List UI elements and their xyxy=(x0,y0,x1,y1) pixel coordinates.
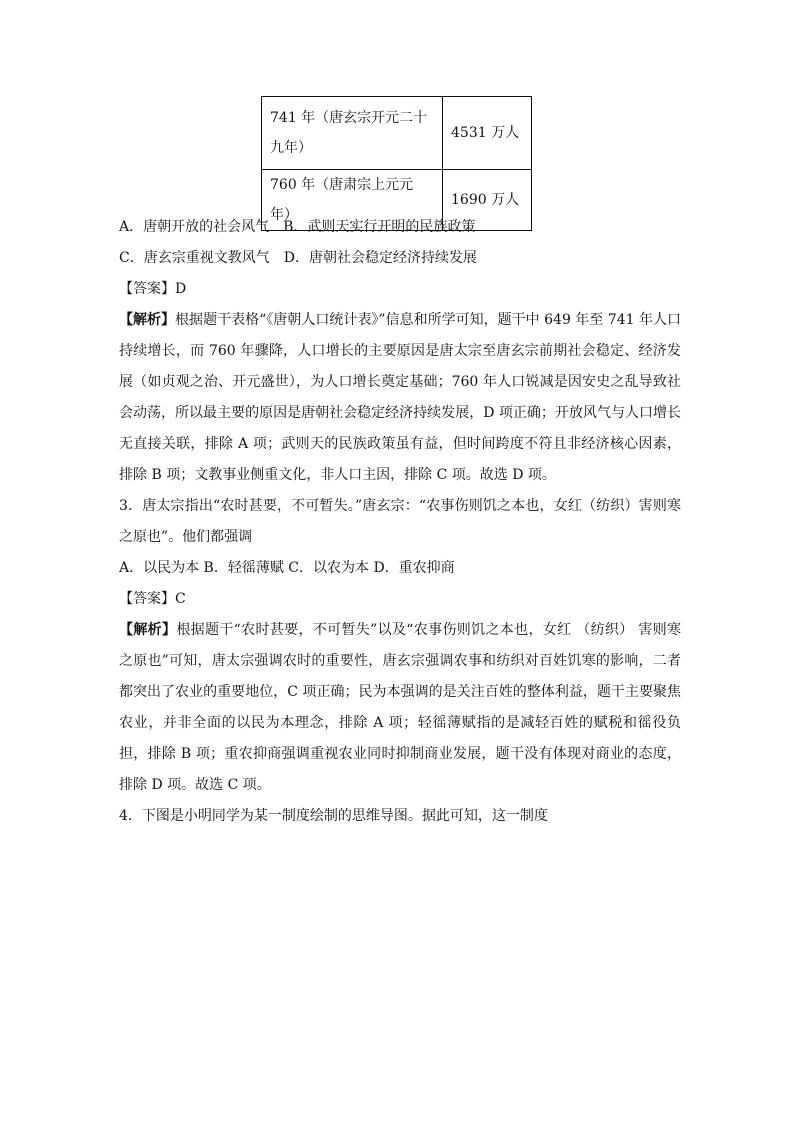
q3-answer xyxy=(119,584,681,615)
analysis-text: 根据题干“农时甚要，不可暂失”以及“农事伤则饥之本也，女红 （纺织） 害则寒之原也”可知，唐太宗强调农时的重要性，唐玄宗强调农事和纺织对百姓饥寒的影响，二者都突出了农业的重要地位，C 项正确；民为本强调的是关注百姓的整体利益，题干主要聚焦农业，并非全面的以民为本理念，排除 A 项；轻徭薄赋指的是减轻百姓的赋税和徭役负担，排除 B 项；重农抑商强调重视农业同时抑制商业发展，题干没有体现对商业的态度，排除 D 项。故选 C 项。 xyxy=(119,622,682,793)
population-cell: 4531 万人 xyxy=(443,97,532,170)
option-b: B．武则天实行开明的民族政策 xyxy=(283,219,476,235)
answer-value: D xyxy=(175,281,187,297)
population-table xyxy=(261,96,532,231)
population-cell: 1690 万人 xyxy=(443,170,532,231)
analysis-label: 【解析】 xyxy=(119,622,177,638)
question-content xyxy=(119,212,681,832)
option-d: D．唐朝社会稳定经济持续发展 xyxy=(283,250,477,266)
q2-analysis xyxy=(119,305,681,491)
table-row xyxy=(262,97,532,170)
analysis-text: 根据题干表格“《唐朝人口统计表》”信息和所学可知，题干中 649 年至 741 年人口持续增长，而 760 年骤降，人口增长的主要原因是唐太宗至唐玄宗前期社会稳定、经济发展（如贞观之治、开元盛世），为人口增长奠定基础；760 年人口锐减是因安史之乱导致社会动荡，所以最主要的原因是唐朝社会稳定经济持续发展，D 项正确；开放风气与人口增长无直接关联，排除 A 项；武则天的民族政策虽有益，但时间跨度不符且非经济核心因素，排除 B 项；文教事业侧重文化，非人口主因，排除 C 项。故选 D 项。 xyxy=(119,312,681,483)
answer-label: 【答案】 xyxy=(119,281,175,297)
answer-label: 【答案】 xyxy=(119,591,175,607)
q3-analysis xyxy=(119,615,681,801)
q2-answer xyxy=(119,274,681,305)
answer-value: C xyxy=(175,591,186,607)
q2-options-line-2 xyxy=(119,243,681,274)
analysis-label: 【解析】 xyxy=(119,312,176,328)
period-cell: 741 年（唐玄宗开元二十九年） xyxy=(262,97,443,170)
q3-options: A．以民为本 B．轻徭薄赋 C．以农为本 D．重农抑商 xyxy=(119,560,455,576)
period-cell: 760 年（唐肃宗上元元年） xyxy=(262,170,443,231)
q2-options-line-1 xyxy=(119,212,681,243)
option-c: C．唐玄宗重视文教风气 xyxy=(119,250,270,266)
q3-stem: 3．唐太宗指出“农时甚要，不可暂失。”唐玄宗：“农事伤则饥之本也，女红（纺织）害则寒之原也”。他们都强调 xyxy=(119,498,681,545)
option-a: A．唐朝开放的社会风气 xyxy=(119,219,270,235)
q4-stem: 4．下图是小明同学为某一制度绘制的思维导图。据此可知，这一制度 xyxy=(119,808,548,824)
